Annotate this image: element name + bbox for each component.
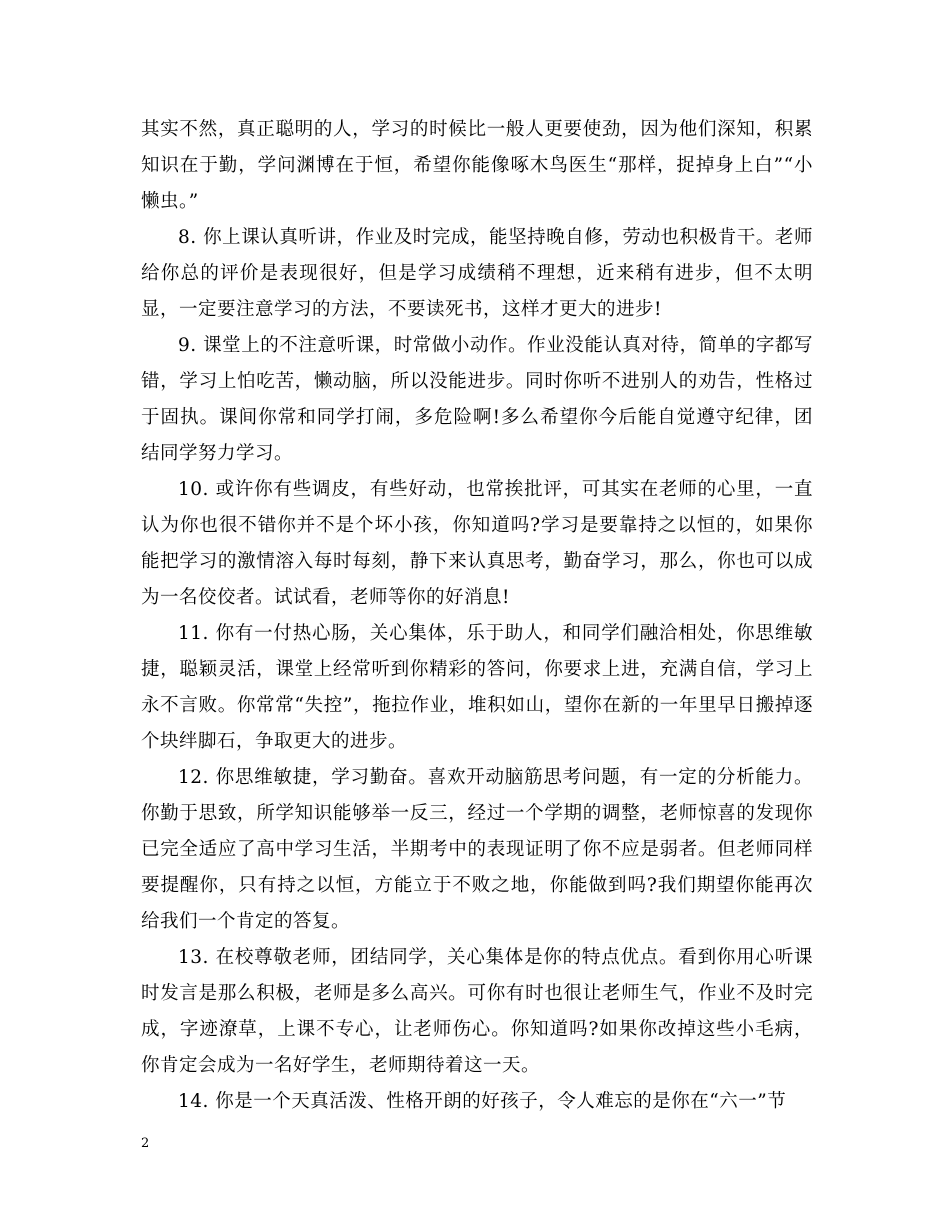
paragraph-item-12: 12. 你思维敏捷，学习勤奋。喜欢开动脑筋思考问题，有一定的分析能力。你勤于思致，所学知识能够举一反三，经过一个学期的调整，老师惊喜的发现你已完全适应了高中学习生活，半期考中的表现证明了你不应是弱者。但老师同样要提醒你，只有持之以恒，方能立于不败之地，你能做到吗?我们期望你能再次给我们一个肯定的答复。 <box>141 767 813 932</box>
paragraph-item-14: 14. 你是一个天真活泼、性格开朗的好孩子，令人难忘的是你在“六一”节 <box>178 1091 787 1112</box>
paragraph-item-11: 11. 你有一付热心肠，关心集体，乐于助人，和同学们融洽相处，你思维敏捷，聪颖灵活，课堂上经常听到你精彩的答问，你要求上进，充满自信，学习上永不言败。你常常“失控”，拖拉作业，堆积如山，望你在新的一年里早日搬掉逐个块绊脚石，争取更大的进步。 <box>141 623 813 752</box>
paragraph-item-13: 13. 在校尊敬老师，团结同学，关心集体是你的特点优点。看到你用心听课时发言是那么积极，老师是多么高兴。可你有时也很让老师生气，作业不及时完成，字迹潦草，上课不专心，让老师伤心。你知道吗?如果你改掉这些小毛病，你肯定会成为一名好学生，老师期待着这一天。 <box>141 947 813 1076</box>
document-body <box>141 112 813 1120</box>
paragraph-item-10: 10. 或许你有些调皮，有些好动，也常挨批评，可其实在老师的心里，一直认为你也很不错你并不是个坏小孩，你知道吗?学习是要靠持之以恒的，如果你能把学习的激情溶入每时每刻，静下来认真思考，勤奋学习，那么，你也可以成为一名佼佼者。试试看，老师等你的好消息! <box>141 479 813 608</box>
paragraph-continuation: 其实不然，真正聪明的人，学习的时候比一般人更要使劲，因为他们深知，积累知识在于勤，学问渊博在于恒，希望你能像啄木鸟医生“那样，捉掉身上白”“小懒虫。” <box>141 119 813 212</box>
paragraph-item-8: 8. 你上课认真听讲，作业及时完成，能坚持晚自修，劳动也积极肯干。老师给你总的评价是表现很好，但是学习成绩稍不理想，近来稍有进步，但不太明显，一定要注意学习的方法，不要读死书，这样才更大的进步! <box>141 227 813 320</box>
paragraph-item-9: 9. 课堂上的不注意听课，时常做小动作。作业没能认真对待，简单的字都写错，学习上怕吃苦，懒动脑，所以没能进步。同时你听不进别人的劝告，性格过于固执。课间你常和同学打闹，多危险啊!多么希望你今后能自觉遵守纪律，团结同学努力学习。 <box>141 335 813 464</box>
page-number: 2 <box>141 1136 150 1151</box>
